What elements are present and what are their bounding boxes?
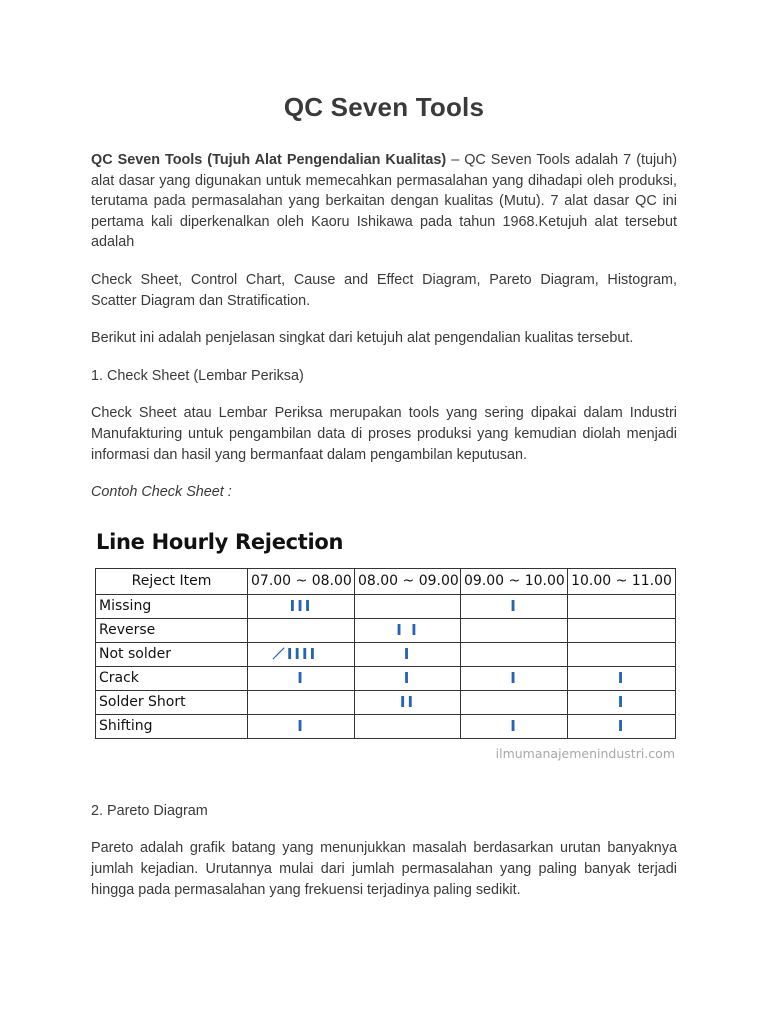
tally-mark: I I — [355, 618, 461, 642]
tally-mark — [355, 594, 461, 618]
table-row — [96, 642, 676, 666]
tally-mark: I — [461, 594, 568, 618]
tally-mark: I — [248, 714, 355, 738]
intro-paragraph — [91, 150, 677, 253]
tools-list-paragraph: Check Sheet, Control Chart, Cause and Effect Diagram, Pareto Diagram, Histogram, Scatter Diagram dan Stratification. — [91, 271, 677, 309]
table-row — [96, 618, 676, 642]
header-slot-1: 07.00 ~ 08.00 — [248, 568, 355, 594]
header-slot-4: 10.00 ~ 11.00 — [568, 568, 676, 594]
tally-mark: I — [355, 666, 461, 690]
tally-mark: I — [355, 642, 461, 666]
tally-mark — [461, 642, 568, 666]
reject-item-cell: Solder Short — [96, 690, 248, 714]
tally-mark — [461, 690, 568, 714]
tally-mark: I — [568, 690, 676, 714]
tally-mark — [568, 594, 676, 618]
reject-item-cell: Shifting — [96, 714, 248, 738]
reject-item-cell: Missing — [96, 594, 248, 618]
watermark-text: ilmumanajemenindustri.com — [495, 745, 675, 761]
section2-heading: 2. Pareto Diagram — [91, 802, 208, 819]
tally-mark: I — [568, 714, 676, 738]
check-sheet-figure — [95, 530, 677, 761]
table-row — [96, 714, 676, 738]
tally-mark — [248, 690, 355, 714]
intro-rest: – QC Seven Tools adalah 7 (tujuh) alat dasar yang digunakan untuk memecahkan permasalahan yang dihadapi oleh produksi, terutama pada permasalahan yang berkaitan dengan kualitas (Mutu). 7 alat dasar QC ini pertama kali diperkenalkan oleh Kaoru Ishikawa pada tahun 1968.Ketujuh alat tersebut adalah — [91, 152, 677, 251]
table-row — [96, 690, 676, 714]
example-label: Contoh Check Sheet : — [91, 484, 232, 501]
tally-mark — [568, 642, 676, 666]
table-row — [96, 666, 676, 690]
section1-body: Check Sheet atau Lembar Periksa merupakan tools yang sering dipakai dalam Industri Manufakturing untuk pengambilan data di proses produksi yang kemudian diolah menjadi informasi dan hasil yang bermanfaat dalam pengambilan keputusan. — [91, 405, 677, 463]
tally-mark: I — [248, 666, 355, 690]
tally-mark: II — [355, 690, 461, 714]
reject-item-cell: Crack — [96, 666, 248, 690]
reject-item-cell: Not solder — [96, 642, 248, 666]
intro-lead: QC Seven Tools (Tujuh Alat Pengendalian Kualitas) — [91, 152, 447, 168]
table-header-row — [96, 568, 676, 594]
header-slot-2: 08.00 ~ 09.00 — [355, 568, 461, 594]
tally-mark — [461, 618, 568, 642]
reject-item-cell: Reverse — [96, 618, 248, 642]
explanation-intro: Berikut ini adalah penjelasan singkat dari ketujuh alat pengendalian kualitas tersebut. — [91, 330, 634, 347]
page-title: QC Seven Tools — [283, 92, 485, 122]
header-slot-3: 09.00 ~ 10.00 — [461, 568, 568, 594]
table-row — [96, 594, 676, 618]
tally-mark: I — [568, 666, 676, 690]
check-sheet-title: Line Hourly Rejection — [96, 529, 344, 554]
check-sheet-table — [95, 568, 676, 739]
tally-mark — [355, 714, 461, 738]
section2-body: Pareto adalah grafik batang yang menunjukkan masalah berdasarkan urutan banyaknya jumlah kejadian. Urutannya mulai dari jumlah permasalahan yang paling banyak terjadi hingga pada permasalahan yang frekuensi terjadinya paling sedikit. — [91, 840, 677, 898]
header-reject-item: Reject Item — [96, 568, 248, 594]
tally-mark: ̸IIII — [248, 642, 355, 666]
tally-mark: I — [461, 714, 568, 738]
tally-mark — [248, 618, 355, 642]
tally-mark: III — [248, 594, 355, 618]
tally-mark — [568, 618, 676, 642]
tally-mark: I — [461, 666, 568, 690]
section1-heading: 1. Check Sheet (Lembar Periksa) — [91, 367, 304, 384]
